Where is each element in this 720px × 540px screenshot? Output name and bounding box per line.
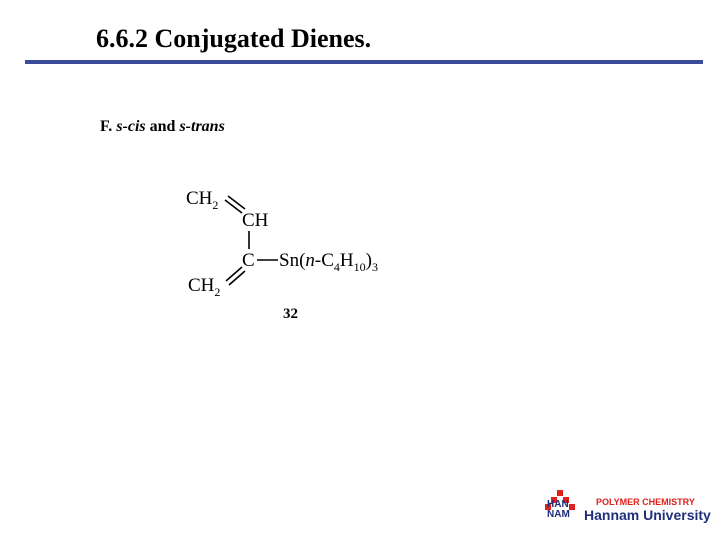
section-middle: and <box>145 118 180 135</box>
double-bond-top-b <box>228 196 245 209</box>
top-ch2-label: $CH_2$ <box>186 188 219 212</box>
section-s-trans: s-trans <box>179 118 225 135</box>
logo-nam-text: NAM <box>547 509 570 520</box>
university-name: Hannam University <box>584 507 711 523</box>
chemical-structure <box>180 180 420 330</box>
c-label: C <box>242 250 255 271</box>
slide-title: 6.6.2 Conjugated Dienes. <box>96 24 372 53</box>
section-s-cis: s-cis <box>116 118 146 135</box>
double-bond-top-a <box>225 200 242 213</box>
compound-number: 32 <box>283 306 298 322</box>
ch-label: CH <box>242 210 269 231</box>
title-rule <box>25 60 703 64</box>
bottom-ch2-label: $CH_2$ <box>188 275 221 299</box>
department-label: POLYMER CHEMISTRY <box>596 497 695 507</box>
double-bond-bottom-b <box>229 271 245 285</box>
logo-han-text: HAN <box>547 499 569 510</box>
section-prefix: F. <box>100 118 117 135</box>
section-heading <box>100 118 225 136</box>
double-bond-bottom-a <box>226 267 242 281</box>
tin-substituent-label: $Sn(n-C_4H_{10})_3$ <box>279 250 378 274</box>
